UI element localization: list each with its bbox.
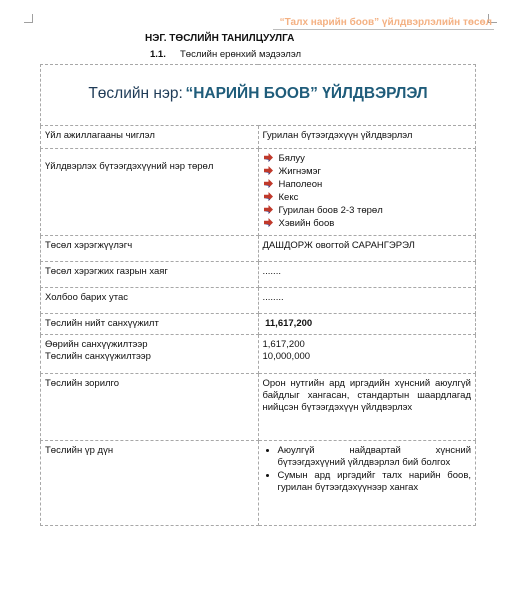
page-header-note: “Талх нарийн боов” үйлдвэрлэлийн төсөл [279,17,492,28]
total-label: Төслийн нийт санхүүжилт [41,314,259,335]
project-info-table [40,64,476,526]
products-cell [258,149,476,236]
product-name: Жигнэмэг [278,166,321,177]
table-row-total [41,314,476,335]
activity-value: Гурилан бүтээгдэхүүн үйлдвэрлэл [258,126,476,149]
total-value [258,314,476,335]
location-value: ....... [258,262,476,288]
list-item [263,192,472,205]
arrow-bullet-icon [264,218,273,227]
arrow-bullet-icon [264,153,273,162]
financing-values [258,335,476,374]
outcome-label: Төслийн үр дүн [41,441,259,526]
products-list [263,153,472,231]
list-item [263,166,472,179]
total-amount: 11,617,200 [265,318,313,329]
table-row-location [41,262,476,288]
implementer-value: ДАШДОРЖ овогтой САРАНГЭРЭЛ [258,236,476,262]
arrow-bullet-icon [264,192,273,201]
own-financing-label: Өөрийн санхүүжилтээр [45,339,148,350]
activity-label: Үйл ажиллагааны чиглэл [41,126,259,149]
arrow-bullet-icon [264,205,273,214]
products-label [41,149,259,236]
product-name: Бялуу [278,153,305,164]
location-label: Төсөл хэрэгжих газрын хаяг [41,262,259,288]
product-name: Наполеон [278,179,323,190]
goal-label: Төслийн зорилго [41,374,259,441]
arrow-bullet-icon [264,166,273,175]
list-item [263,218,472,231]
project-name-value: “НАРИЙН БООВ” ҮЙЛДВЭРЛЭЛ [185,85,428,102]
list-item [263,205,472,218]
arrow-bullet-icon [264,179,273,188]
product-name: Хэвийн боов [278,218,335,229]
list-item [263,179,472,192]
table-row-financing [41,335,476,374]
phone-label: Холбоо барих утас [41,288,259,314]
financing-labels [41,335,259,374]
subsection-heading [150,49,301,60]
crop-mark-top-left [24,14,33,23]
table-row-goal [41,374,476,441]
subsection-number: 1.1. [150,49,166,60]
project-title-cell [41,65,476,126]
implementer-label: Төсөл хэрэгжүүлэгч [41,236,259,262]
outcome-cell [258,441,476,526]
table-row-products [41,149,476,236]
outcome-list [263,445,472,494]
phone-value: ........ [258,288,476,314]
goal-value: Орон нутгийн ард иргэдийн хүнсний аюулгүй байдлыг хангасан, стандартын шаардлагад нийцсэн бүтээгдэхүүн үйлдвэрлэх [258,374,476,441]
project-name-label: Төслийн нэр: [88,85,183,102]
project-financing-value: 10,000,000 [262,351,311,362]
product-name: Гурилан боов 2-3 төрөл [278,205,383,216]
header-divider [273,29,494,30]
subsection-title: Төслийн ерөнхий мэдээлэл [180,49,302,60]
own-financing-value: 1,617,200 [262,339,305,350]
table-row-implementer [41,236,476,262]
list-item [263,153,472,166]
table-row-outcome [41,441,476,526]
products-label-text: Үйлдвэрлэх бүтээгдэхүүний нэр төрөл [45,161,214,172]
project-financing-label: Төслийн санхүүжилтээр [45,351,151,362]
list-item: • Сумын ард иргэдийг талх нарийн боов, гурилан бүтээгдэхүүнээр хангах [278,470,472,494]
table-row-title [41,65,476,126]
list-item: • Аюулгүй найдвартай хүнсний бүтээгдэхүүний үйлдвэрлэл бий болгох [278,445,472,469]
section-title: НЭГ. ТӨСЛИЙН ТАНИЛЦУУЛГА [145,33,295,44]
product-name: Кекс [278,192,299,203]
table-row-activity [41,126,476,149]
table-row-phone [41,288,476,314]
